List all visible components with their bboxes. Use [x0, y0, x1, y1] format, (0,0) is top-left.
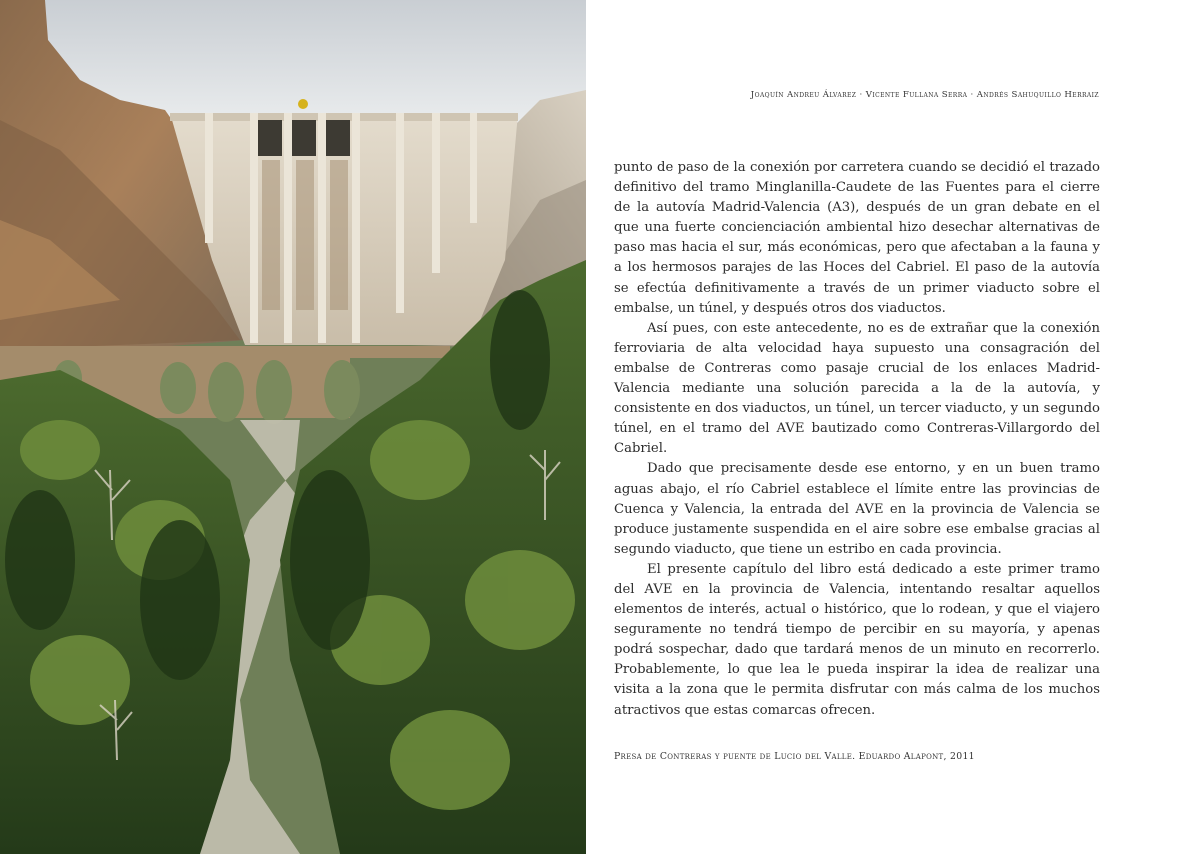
text-page — [586, 0, 1200, 854]
paragraph: Así pues, con este antecedente, no es de extrañar que la conexión ferroviaria de alta velocidad haya supuesto una consagración del embalse de Contreras como pasaje crucial de los enlaces Madrid-Valencia mediante una solución parecida a la de la autovía, y consistente en dos viaductos, un túnel, un tercer viaducto, y un segundo túnel, en el tramo del AVE bautizado como Contreras-Villargordo del Cabriel. — [614, 320, 1100, 457]
paragraph: punto de paso de la conexión por carretera cuando se decidió el trazado definitivo del tramo Minglanilla-Caudete de las Fuentes para el cierre de la autovía Madrid-Valencia (A3), después de un gran debate en el que una fuerte concienciación ambiental hizo desechar alternativas de paso mas hacia el sur, más económicas, pero que afectaban a la fauna y a los hermosos parajes de las Hoces del Cabriel. El paso de la autovía se efectúa definitivamente a través de un primer viaducto sobre el embalse, un túnel, y después otros dos viaductos. — [614, 160, 1100, 316]
running-head-authors: Joaquín Andreu Álvarez · Vicente Fullana Serra · Andrés Sahuquillo Herraiz — [750, 90, 1099, 100]
paragraph: El presente capítulo del libro está dedicado a este primer tramo del AVE en la provincia de Valencia, intentando resaltar aquellos elementos de interés, actual o histórico, que lo rodean, y que el viajero seguramente no tendrá tiempo de percibir en su mayoría, y apenas podrá sospechar, dado que tardará menos de un minuto en recorrerlo. Probablemente, lo que lea le pueda inspirar la idea de realizar una visita a la zona que le permita disfrutar con más calma de los muchos atractivos que estas comarcas ofrecen. — [614, 561, 1100, 718]
body-text — [614, 158, 1100, 721]
dam-photograph — [0, 0, 586, 854]
paragraph: Dado que precisamente desde ese entorno, y en un buen tramo aguas abajo, el río Cabriel establece el límite entre las provincias de Cuenca y Valencia, la entrada del AVE en la provincia de Valencia se produce justamente suspendida en el aire sobre ese embalse gracias al segundo viaducto, que tiene un estribo en cada provincia. — [614, 461, 1100, 557]
dam-photo-illustration — [0, 0, 586, 854]
photo-caption: Presa de Contreras y puente de Lucio del Valle. Eduardo Alapont, 2011 — [614, 751, 975, 762]
